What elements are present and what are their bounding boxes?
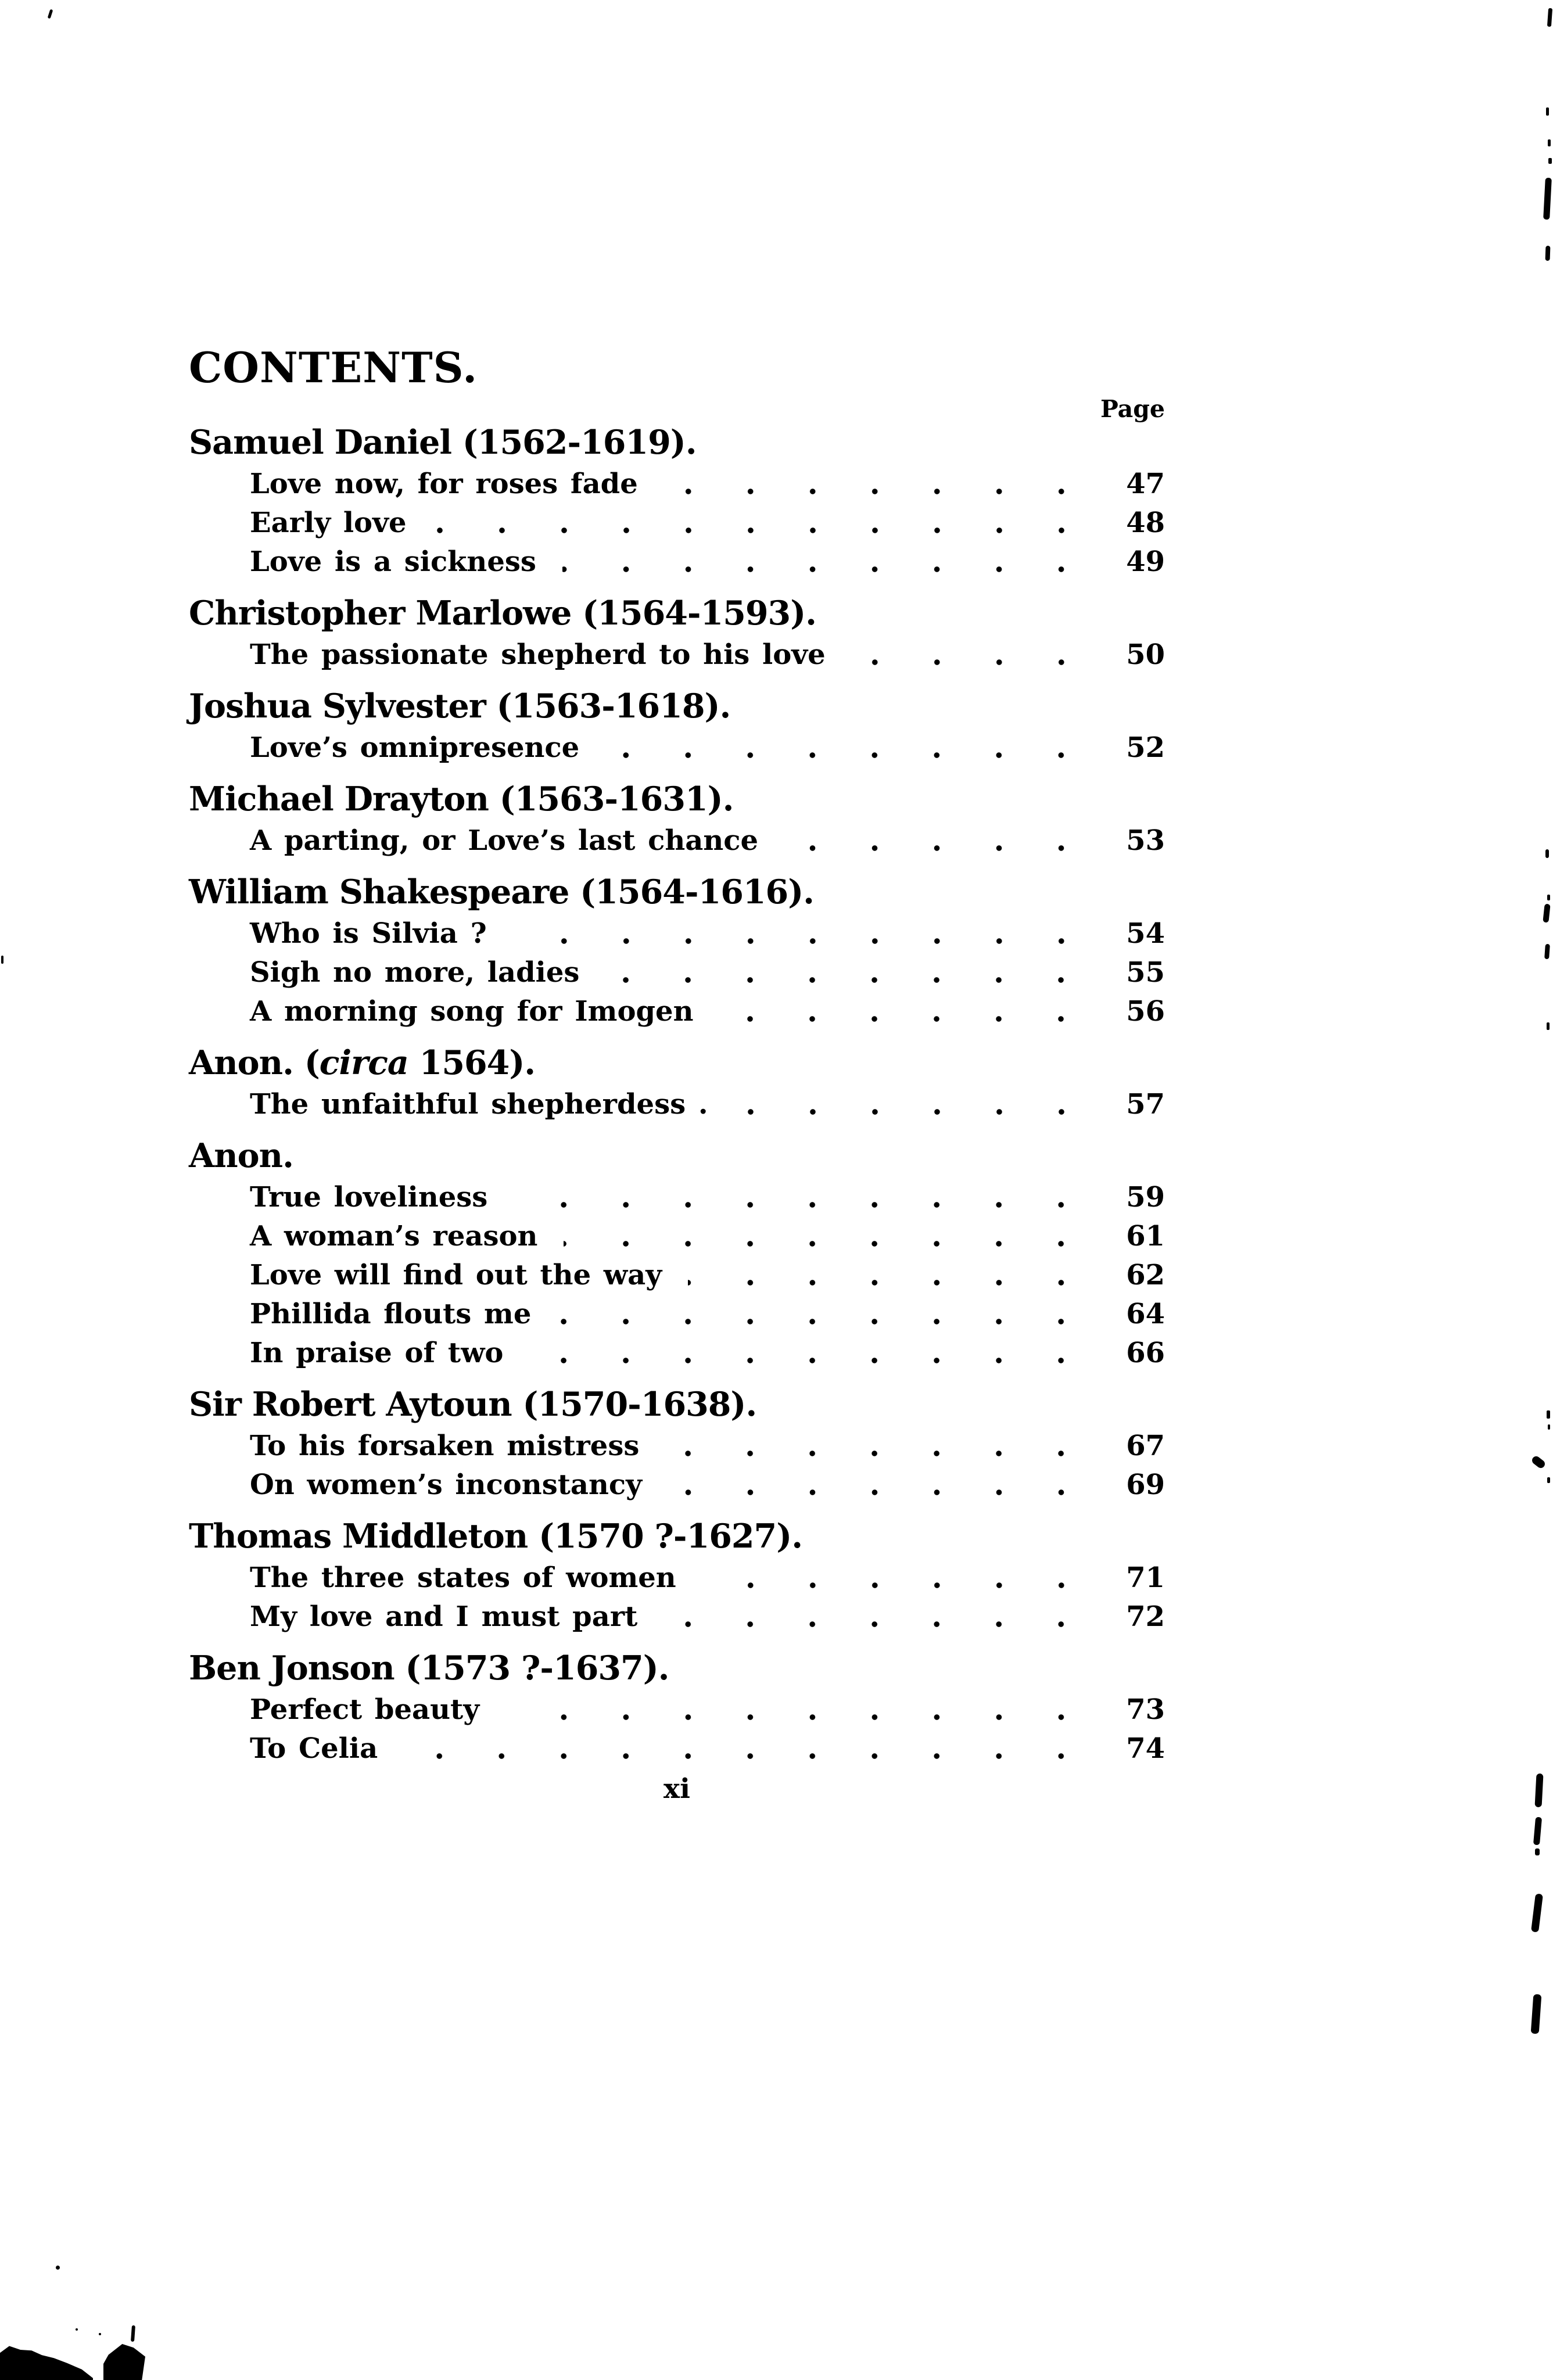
poem-title: True loveliness — [250, 1181, 488, 1214]
author-name-segment: Michael Drayton (1563-1631). — [189, 780, 734, 819]
dot-leader — [719, 994, 1092, 1029]
scan-speck — [1531, 1893, 1543, 1932]
page-number: 61 — [1126, 1220, 1165, 1252]
poem-list — [189, 916, 1165, 1029]
scan-speck — [1544, 944, 1550, 959]
dot-leader — [605, 955, 1092, 990]
author-name-segment: Anon. — [189, 1136, 293, 1175]
dot-leader — [564, 1219, 1092, 1254]
poem-title: Perfect beauty — [250, 1693, 480, 1726]
dot-leader — [668, 1467, 1092, 1502]
author-name-segment: William Shakespeare (1564-1616). — [189, 873, 815, 911]
page-number: 57 — [1126, 1088, 1165, 1121]
page-number: 62 — [1126, 1259, 1165, 1291]
toc-entry — [189, 1560, 1165, 1595]
author-heading — [189, 871, 1165, 913]
author-heading — [189, 1384, 1165, 1426]
page-number: 69 — [1126, 1469, 1165, 1501]
author-heading — [189, 422, 1165, 464]
toc-section — [189, 1516, 1165, 1634]
page-number: 53 — [1126, 824, 1165, 857]
toc-section — [189, 778, 1165, 858]
page-number: 71 — [1126, 1561, 1165, 1594]
poem-list — [189, 637, 1165, 672]
dot-leader — [404, 1731, 1092, 1766]
poem-title: The three states of women — [250, 1561, 676, 1594]
toc-entry — [189, 994, 1165, 1029]
scan-speck — [1548, 1424, 1550, 1430]
toc-entry — [189, 466, 1165, 501]
toc-entry — [189, 1180, 1165, 1215]
dot-leader — [702, 1560, 1092, 1595]
author-heading — [189, 778, 1165, 820]
dot-leader — [664, 466, 1092, 501]
page-number: 66 — [1126, 1337, 1165, 1369]
poem-title: A woman’s reason — [250, 1220, 538, 1252]
dot-leader — [688, 1258, 1092, 1293]
dot-leader — [562, 544, 1092, 579]
scan-speck — [1546, 107, 1549, 116]
dot-leader — [529, 1336, 1092, 1370]
author-heading — [189, 1647, 1165, 1689]
poem-list — [189, 730, 1165, 765]
toc-entry — [189, 1692, 1165, 1727]
poem-list — [189, 823, 1165, 858]
page-number: 55 — [1126, 956, 1165, 989]
toc-entry — [189, 955, 1165, 990]
page-number: 54 — [1126, 917, 1165, 950]
page-number: 50 — [1126, 638, 1165, 671]
page-number: 52 — [1126, 731, 1165, 764]
toc-section — [189, 1384, 1165, 1502]
scan-speck — [1530, 1455, 1547, 1470]
poem-title: On women’s inconstancy — [250, 1469, 643, 1501]
poem-title: A morning song for Imogen — [250, 995, 694, 1028]
author-heading — [189, 1516, 1165, 1557]
page-number: 73 — [1126, 1693, 1165, 1726]
toc-entry — [189, 1258, 1165, 1293]
scan-speck — [1547, 1410, 1550, 1419]
page-number: 74 — [1126, 1732, 1165, 1765]
poem-title: Love’s omnipresence — [250, 731, 580, 764]
toc-section — [189, 871, 1165, 1029]
scan-speck — [1531, 1994, 1542, 2034]
poem-title: Love will find out the way — [250, 1259, 662, 1291]
scan-speck — [1547, 1022, 1550, 1030]
poem-title: Love is a sickness — [250, 545, 536, 578]
page-title: CONTENTS. — [189, 343, 478, 392]
author-name-segment: 1564). — [408, 1043, 536, 1082]
poem-title: Phillida flouts me — [250, 1298, 532, 1330]
toc-entry — [189, 544, 1165, 579]
page-number: 47 — [1126, 468, 1165, 500]
author-heading — [189, 593, 1165, 634]
dot-leader — [514, 1180, 1092, 1215]
page-number: 49 — [1126, 545, 1165, 578]
dot-leader — [665, 1428, 1092, 1463]
scan-speck — [1543, 904, 1550, 923]
scan-speck — [1547, 8, 1552, 27]
author-name-segment: Sir Robert Aytoun (1570-1638). — [189, 1385, 757, 1424]
scan-speck — [48, 9, 53, 19]
dot-leader — [852, 637, 1092, 672]
table-of-contents — [189, 422, 1165, 1766]
toc-section — [189, 1647, 1165, 1766]
toc-section — [189, 1042, 1165, 1122]
author-heading — [189, 1042, 1165, 1084]
dot-leader — [557, 1297, 1092, 1331]
scan-speck — [1, 956, 3, 964]
poem-list — [189, 1560, 1165, 1634]
poem-title: The passionate shepherd to his love — [250, 638, 826, 671]
scan-speck — [76, 2328, 78, 2331]
poem-title: Sigh no more, ladies — [250, 956, 580, 989]
scan-speck — [1547, 1477, 1550, 1483]
author-heading — [189, 1135, 1165, 1177]
author-name-segment: Ben Jonson (1573 ?-1637). — [189, 1649, 669, 1688]
scan-speck — [1535, 1848, 1540, 1855]
page-column-label: Page — [1100, 395, 1165, 423]
author-name-segment: Thomas Middleton (1570 ?-1627). — [189, 1517, 803, 1556]
toc-entry — [189, 1219, 1165, 1254]
author-name-segment: Samuel Daniel (1562-1619). — [189, 423, 697, 462]
poem-title: Early love — [250, 507, 407, 539]
poem-list — [189, 1087, 1165, 1122]
scan-speck — [1547, 895, 1550, 900]
scan-speck — [131, 2325, 135, 2342]
scan-speck — [1548, 158, 1552, 164]
author-name-segment: Anon. ( — [189, 1043, 320, 1082]
toc-section — [189, 422, 1165, 579]
page-number: 48 — [1126, 507, 1165, 539]
page-number: 64 — [1126, 1298, 1165, 1330]
author-name-segment: Joshua Sylvester (1563-1618). — [189, 687, 731, 726]
page-number: 72 — [1126, 1600, 1165, 1633]
toc-entry — [189, 1599, 1165, 1634]
toc-entry — [189, 1467, 1165, 1502]
scan-speck — [1548, 139, 1551, 146]
toc-section — [189, 1135, 1165, 1370]
scan-speck — [99, 2333, 101, 2335]
poem-title: Who is Silvia ? — [250, 917, 487, 950]
dot-leader — [734, 1087, 1092, 1122]
dot-leader — [433, 505, 1093, 540]
dot-leader — [605, 730, 1092, 765]
poem-title: To Celia — [250, 1732, 378, 1765]
toc-entry — [189, 505, 1165, 540]
author-heading — [189, 685, 1165, 727]
poem-title: My love and I must part — [250, 1600, 638, 1633]
scan-speck — [56, 2266, 60, 2270]
poem-title: The unfaithful shepherdess . — [250, 1088, 708, 1121]
poem-title: A parting, or Love’s last chance — [250, 824, 758, 857]
dot-leader — [663, 1599, 1092, 1634]
toc-entry — [189, 916, 1165, 951]
toc-entry — [189, 1336, 1165, 1370]
toc-entry — [189, 1087, 1165, 1122]
toc-entry — [189, 637, 1165, 672]
toc-section — [189, 593, 1165, 672]
page-number: 67 — [1126, 1430, 1165, 1462]
dot-leader — [505, 1692, 1092, 1727]
scan-speck — [1543, 178, 1552, 220]
toc-entry — [189, 1731, 1165, 1766]
toc-entry — [189, 823, 1165, 858]
scan-speck — [1533, 1817, 1542, 1846]
toc-entry — [189, 1297, 1165, 1331]
poem-list — [189, 466, 1165, 579]
author-name-segment: Christopher Marlowe (1564-1593). — [189, 594, 817, 633]
dot-leader — [513, 916, 1092, 951]
poem-list — [189, 1428, 1165, 1502]
ink-smudge — [0, 2342, 93, 2380]
toc-entry — [189, 1428, 1165, 1463]
ink-smudge — [103, 2344, 145, 2380]
toc-section — [189, 685, 1165, 765]
toc-page-content — [189, 343, 1165, 1807]
poem-title: Love now, for roses fade — [250, 468, 638, 500]
folio-page-number: xi — [663, 1773, 690, 1805]
poem-title: To his forsaken mistress — [250, 1430, 640, 1462]
scan-speck — [1545, 246, 1551, 261]
poem-list — [189, 1692, 1165, 1766]
poem-title: In praise of two — [250, 1337, 504, 1369]
author-name-italic-segment: circa — [319, 1043, 408, 1082]
toc-entry — [189, 730, 1165, 765]
page-number: 59 — [1126, 1181, 1165, 1214]
scan-speck — [1545, 849, 1549, 858]
scan-speck — [1534, 1774, 1543, 1808]
page-number: 56 — [1126, 995, 1165, 1028]
dot-leader — [784, 823, 1092, 858]
poem-list — [189, 1180, 1165, 1370]
